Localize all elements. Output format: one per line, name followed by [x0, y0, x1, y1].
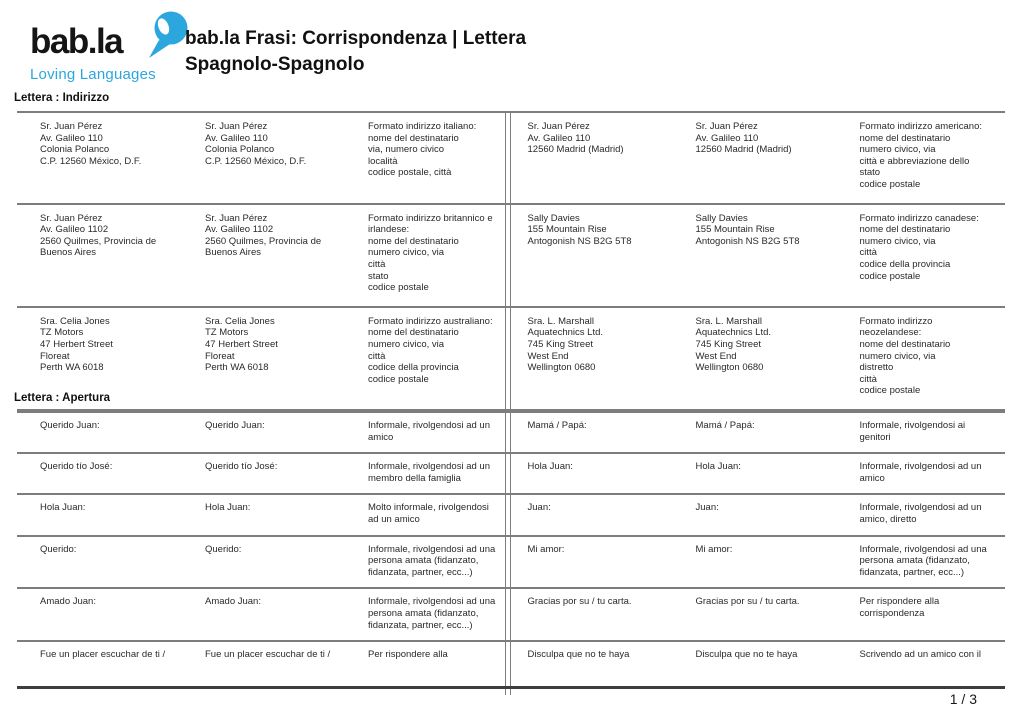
- cell-text-line: codice postale: [859, 385, 921, 397]
- table-cell: [368, 454, 505, 493]
- cell-text-line: città: [859, 247, 877, 259]
- cell-text-line: Formato indirizzo: [859, 315, 933, 327]
- cell-text-line: Informale, rivolgendosi ad una: [859, 543, 987, 555]
- cell-text-line: Informale, rivolgendosi ai: [859, 420, 966, 431]
- cell-text-line: Scrivendo ad un amico con il: [859, 649, 981, 661]
- cell-text-line: 2560 Quilmes, Provincia de: [205, 235, 322, 247]
- page-number: 1 / 3: [949, 691, 977, 707]
- table-row: [17, 452, 1005, 493]
- cell-text-line: fidanzata, partner, ecc...): [368, 566, 473, 578]
- cell-text-line: Juan:: [527, 502, 551, 514]
- table-row: [17, 535, 1005, 588]
- cell-text-line: C.P. 12560 México, D.F.: [205, 155, 307, 167]
- cell-text-line: 47 Herbert Street: [40, 338, 113, 350]
- table-row-half: [17, 537, 506, 588]
- page-title-line2: Spagnolo-Spagnolo: [185, 54, 365, 76]
- cell-text-line: distretto: [859, 362, 894, 374]
- table-cell: [368, 589, 505, 640]
- cell-text-line: fidanzata, partner, ecc...): [368, 619, 473, 631]
- table-cell: [368, 537, 505, 588]
- cell-text-line: Av. Galileo 110: [40, 132, 103, 144]
- cell-text-line: Av. Galileo 1102: [205, 224, 274, 236]
- cell-text-line: neozelandese:: [859, 327, 922, 339]
- table-row-half: [17, 205, 506, 306]
- cell-text-line: 2560 Quilmes, Provincia de: [40, 235, 157, 247]
- section-heading-apertura: Lettera : Apertura: [14, 392, 111, 404]
- table-cell: [17, 454, 205, 493]
- cell-text-line: numero civico, via: [859, 144, 936, 156]
- table-cell: [368, 205, 505, 306]
- table-cell: [205, 537, 368, 588]
- cell-text-line: stato: [368, 270, 389, 282]
- cell-text-line: Sra. Celia Jones: [40, 315, 110, 327]
- cell-text-line: città: [859, 373, 877, 385]
- cell-text-line: stato: [859, 167, 881, 179]
- cell-text-line: Molto informale, rivolgendosi: [368, 502, 489, 514]
- cell-text-line: 155 Mountain Rise: [695, 224, 775, 236]
- cell-text-line: Floreat: [40, 350, 70, 362]
- cell-text-line: TZ Motors: [40, 327, 84, 339]
- table-cell: [368, 413, 505, 452]
- cell-text-line: Perth WA 6018: [205, 362, 269, 374]
- cell-text-line: Amado Juan:: [40, 596, 96, 608]
- cell-text-line: amico: [368, 431, 394, 443]
- cell-text-line: numero civico, via: [368, 338, 445, 350]
- cell-text-line: codice postale: [859, 178, 921, 190]
- cell-text-line: numero civico, via: [368, 247, 445, 259]
- table-cell: [205, 205, 368, 306]
- table-row-half: [510, 537, 1006, 588]
- cell-text-line: Querido Juan:: [205, 420, 265, 431]
- table-row-half: [510, 205, 1006, 306]
- table-cell: [368, 113, 505, 203]
- table-cell: [696, 589, 860, 640]
- cell-text-line: Sr. Juan Pérez: [40, 121, 103, 132]
- cell-text-line: nome del destinatario: [859, 224, 951, 236]
- table-cell: [696, 308, 860, 409]
- cell-text-line: Antogonish NS B2G 5T8: [527, 235, 632, 247]
- speech-bubble-icon: [148, 10, 190, 60]
- table-cell: [860, 454, 1006, 493]
- table-cell: [17, 589, 205, 640]
- cell-text-line: codice postale: [368, 282, 429, 294]
- cell-text-line: Querido tío José:: [40, 461, 113, 473]
- cell-text-line: nome del destinatario: [859, 338, 951, 350]
- cell-text-line: corrispondenza: [859, 607, 925, 619]
- table-cell: [696, 413, 860, 452]
- cell-text-line: Sra. L. Marshall: [527, 315, 595, 327]
- logo: [30, 12, 180, 83]
- cell-text-line: via, numero civico: [368, 144, 445, 156]
- cell-text-line: Informale, rivolgendosi ad un: [859, 461, 982, 473]
- table-cell: [17, 413, 205, 452]
- cell-text-line: Juan:: [695, 502, 719, 514]
- cell-text-line: Querido tío José:: [205, 461, 278, 473]
- cell-text-line: membro della famiglia: [368, 472, 461, 484]
- cell-text-line: codice postale: [859, 270, 921, 282]
- table-cell: [860, 413, 1006, 452]
- cell-text-line: Sally Davies: [695, 212, 748, 224]
- table-row-half: [510, 589, 1006, 640]
- cell-text-line: codice della provincia: [859, 258, 951, 270]
- cell-text-line: Hola Juan:: [205, 502, 251, 514]
- cell-text-line: numero civico, via: [859, 350, 936, 362]
- cell-text-line: Colonia Polanco: [40, 144, 110, 156]
- cell-text-line: Wellington 0680: [695, 362, 764, 374]
- table-cell: [205, 308, 368, 409]
- table-cell: [696, 113, 860, 203]
- cell-text-line: Hola Juan:: [527, 461, 573, 473]
- logo-brand-text: bab.la: [30, 22, 123, 61]
- cell-text-line: persona amata (fidanzato,: [859, 555, 970, 567]
- cell-text-line: amico, diretto: [859, 513, 917, 525]
- cell-text-line: Amado Juan:: [205, 596, 261, 608]
- cell-text-line: Per rispondere alla: [859, 596, 940, 608]
- cell-text-line: città e abbreviazione dello: [859, 155, 970, 167]
- cell-text-line: Av. Galileo 1102: [40, 224, 109, 236]
- cell-text-line: Sally Davies: [527, 212, 580, 224]
- cell-text-line: Wellington 0680: [527, 362, 596, 374]
- table-cell: [205, 589, 368, 640]
- table-cell: [696, 454, 860, 493]
- table-cell: [17, 113, 205, 203]
- table-cell: [17, 205, 205, 306]
- cell-text-line: Informale, rivolgendosi ad un: [859, 502, 982, 514]
- table-cell: [511, 589, 696, 640]
- cell-text-line: genitori: [859, 431, 891, 443]
- cell-text-line: TZ Motors: [205, 327, 249, 339]
- table-cell: [860, 589, 1006, 640]
- cell-text-line: 155 Mountain Rise: [527, 224, 607, 236]
- cell-text-line: 745 King Street: [527, 338, 593, 350]
- apertura-table: [17, 411, 1005, 695]
- cell-text-line: Mi amor:: [527, 543, 565, 555]
- table-cell: [511, 454, 696, 493]
- cell-text-line: Antogonish NS B2G 5T8: [695, 235, 800, 247]
- cell-text-line: Fue un placer escuchar de ti /: [40, 649, 166, 661]
- cell-text-line: Formato indirizzo canadese:: [859, 212, 979, 224]
- cell-text-line: 12560 Madrid (Madrid): [527, 144, 624, 156]
- cell-text-line: Formato indirizzo australiano:: [368, 315, 493, 327]
- cell-text-line: Mamá / Papá:: [695, 420, 755, 431]
- table-row: [17, 411, 1005, 452]
- cell-text-line: 745 King Street: [695, 338, 761, 350]
- cell-text-line: Formato indirizzo britannico e: [368, 212, 493, 224]
- table-cell: [205, 113, 368, 203]
- cell-text-line: nome del destinatario: [368, 235, 459, 247]
- table-cell: [696, 205, 860, 306]
- cell-text-line: amico: [859, 472, 885, 484]
- cell-text-line: ad un amico: [368, 513, 420, 525]
- table-row-half: [510, 454, 1006, 493]
- cell-text-line: Av. Galileo 110: [205, 132, 268, 144]
- cell-text-line: codice della provincia: [368, 362, 459, 374]
- cell-text-line: codice postale, città: [368, 167, 452, 179]
- table-row: [17, 493, 1005, 534]
- cell-text-line: C.P. 12560 México, D.F.: [40, 155, 142, 167]
- table-row: [17, 306, 1005, 409]
- address-table: [17, 111, 1005, 411]
- table-cell: [860, 205, 1006, 306]
- cell-text-line: persona amata (fidanzato,: [368, 607, 479, 619]
- table-cell: [205, 495, 368, 534]
- cell-text-line: nome del destinatario: [368, 132, 459, 144]
- cell-text-line: fidanzata, partner, ecc...): [859, 566, 965, 578]
- cell-text-line: codice postale: [368, 373, 429, 385]
- table-row-half: [17, 113, 506, 203]
- cell-text-line: West End: [527, 350, 569, 362]
- table-cell: [511, 205, 696, 306]
- table-row-half: [17, 413, 506, 452]
- cell-text-line: Sr. Juan Pérez: [695, 121, 758, 132]
- section-heading-indirizzo: Lettera : Indirizzo: [14, 92, 110, 104]
- table-cell: [17, 537, 205, 588]
- cell-text-line: nome del destinatario: [368, 327, 459, 339]
- table-cell: [860, 495, 1006, 534]
- cell-text-line: Colonia Polanco: [205, 144, 275, 156]
- table-cell: [860, 113, 1006, 203]
- table-row-half: [17, 589, 506, 640]
- cell-text-line: Querido Juan:: [40, 420, 100, 431]
- cell-text-line: Mi amor:: [695, 543, 733, 555]
- cell-text-line: Perth WA 6018: [40, 362, 104, 374]
- cell-text-line: Formato indirizzo italiano:: [368, 121, 477, 132]
- table-cell: [368, 308, 505, 409]
- footer-divider: [17, 686, 1005, 689]
- table-cell: [17, 495, 205, 534]
- cell-text-line: irlandese:: [368, 224, 410, 236]
- logo-brand-row: [30, 12, 180, 62]
- cell-text-line: Sr. Juan Pérez: [205, 212, 268, 224]
- cell-text-line: Informale, rivolgendosi ad una: [368, 543, 496, 555]
- page-title-line1: bab.la Frasi: Corrispondenza | Lettera: [185, 28, 527, 49]
- cell-text-line: Mamá / Papá:: [527, 420, 587, 431]
- table-row-half: [510, 308, 1006, 409]
- cell-text-line: località: [368, 155, 398, 167]
- table-row: [17, 587, 1005, 640]
- table-row-half: [17, 495, 506, 534]
- cell-text-line: Querido:: [205, 543, 242, 555]
- cell-text-line: 47 Herbert Street: [205, 338, 278, 350]
- cell-text-line: Gracias por su / tu carta.: [695, 596, 800, 608]
- cell-text-line: Hola Juan:: [40, 502, 86, 514]
- cell-text-line: numero civico, via: [859, 235, 936, 247]
- table-row-half: [510, 495, 1006, 534]
- cell-text-line: Buenos Aires: [40, 247, 96, 259]
- page-title: [185, 26, 526, 78]
- cell-text-line: Av. Galileo 110: [527, 132, 591, 144]
- cell-text-line: Querido:: [40, 543, 77, 555]
- cell-text-line: nome del destinatario: [859, 132, 951, 144]
- cell-text-line: Av. Galileo 110: [695, 132, 759, 144]
- cell-text-line: città: [368, 350, 386, 362]
- table-cell: [696, 495, 860, 534]
- cell-text-line: Sr. Juan Pérez: [527, 121, 590, 132]
- table-cell: [511, 308, 696, 409]
- table-cell: [511, 413, 696, 452]
- cell-text-line: Sr. Juan Pérez: [205, 121, 268, 132]
- table-row-half: [510, 113, 1006, 203]
- table-cell: [511, 537, 696, 588]
- table-cell: [368, 495, 505, 534]
- table-row-half: [17, 454, 506, 493]
- table-cell: [205, 454, 368, 493]
- table-cell: [696, 537, 860, 588]
- cell-text-line: persona amata (fidanzato,: [368, 555, 479, 567]
- table-row: [17, 111, 1005, 203]
- cell-text-line: Per rispondere alla: [368, 649, 448, 661]
- cell-text-line: Sr. Juan Pérez: [40, 212, 103, 224]
- cell-text-line: 12560 Madrid (Madrid): [695, 144, 792, 156]
- cell-text-line: Floreat: [205, 350, 235, 362]
- cell-text-line: Informale, rivolgendosi ad un: [368, 420, 490, 431]
- cell-text-line: Disculpa que no te haya: [695, 649, 798, 661]
- cell-text-line: città: [368, 258, 386, 270]
- cell-text-line: Aquatechnics Ltd.: [695, 327, 772, 339]
- cell-text-line: Buenos Aires: [205, 247, 261, 259]
- cell-text-line: Gracias por su / tu carta.: [527, 596, 632, 608]
- cell-text-line: Hola Juan:: [695, 461, 741, 473]
- cell-text-line: Disculpa que no te haya: [527, 649, 630, 661]
- table-cell: [511, 113, 696, 203]
- logo-tagline: Loving Languages: [30, 66, 156, 83]
- cell-text-line: West End: [695, 350, 737, 362]
- cell-text-line: Informale, rivolgendosi ad una: [368, 596, 496, 608]
- table-cell: [860, 537, 1006, 588]
- table-row: [17, 203, 1005, 306]
- table-cell: [205, 413, 368, 452]
- table-cell: [511, 495, 696, 534]
- cell-text-line: Sra. Celia Jones: [205, 315, 275, 327]
- cell-text-line: Sra. L. Marshall: [695, 315, 763, 327]
- table-cell: [860, 308, 1006, 409]
- table-row-half: [510, 413, 1006, 452]
- cell-text-line: Aquatechnics Ltd.: [527, 327, 604, 339]
- cell-text-line: Informale, rivolgendosi ad un: [368, 461, 490, 473]
- cell-text-line: Formato indirizzo americano:: [859, 121, 982, 132]
- cell-text-line: Fue un placer escuchar de ti /: [205, 649, 331, 661]
